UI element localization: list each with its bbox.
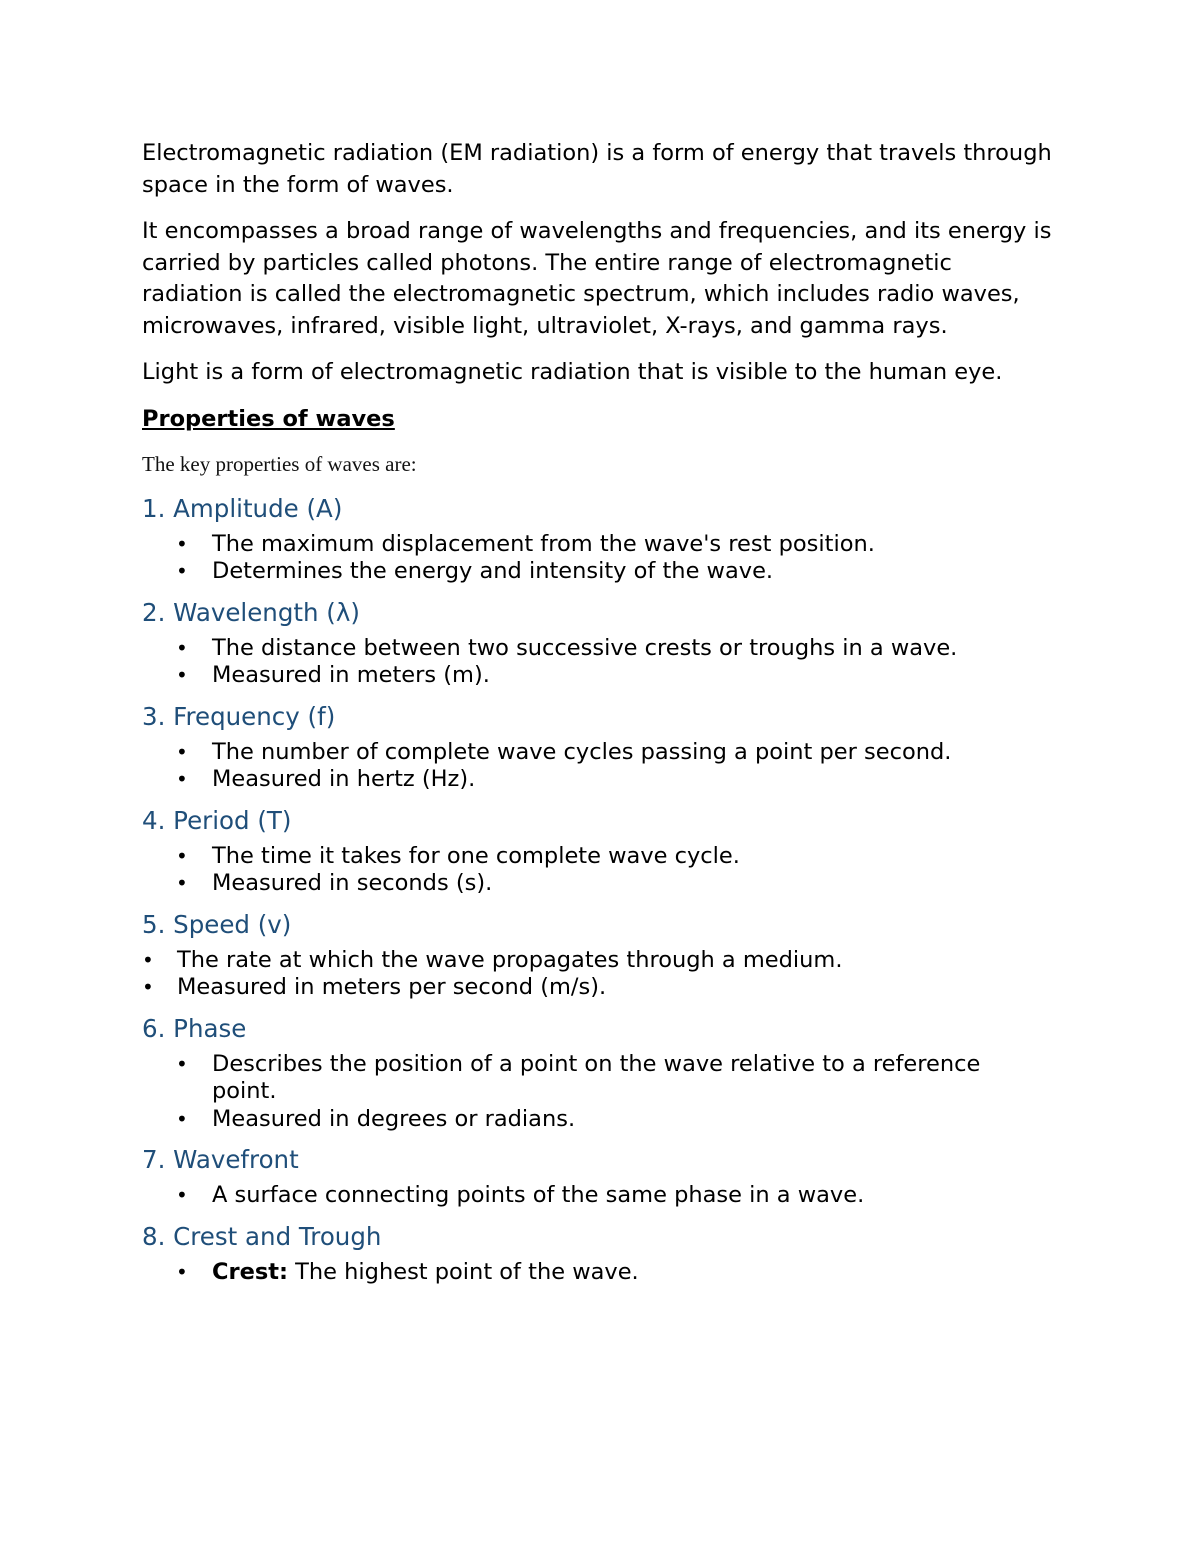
list-item bbox=[142, 843, 1052, 871]
period-list bbox=[142, 843, 1052, 898]
list-item bbox=[142, 974, 1052, 1002]
section-title-wavelength: 2. Wavelength (λ) bbox=[142, 597, 360, 627]
list-item-text: Determines the energy and intensity of the wave. bbox=[212, 558, 774, 584]
section-title-frequency: 3. Frequency (f) bbox=[142, 701, 336, 731]
list-item-text: The maximum displacement from the wave's rest position. bbox=[212, 530, 875, 557]
list-item-text: A surface connecting points of the same phase in a wave. bbox=[212, 1182, 865, 1208]
list-item bbox=[142, 739, 1052, 767]
list-item-text: Measured in meters (m). bbox=[212, 662, 490, 688]
bullet-icon: • bbox=[176, 843, 188, 868]
list-item-text: Measured in degrees or radians. bbox=[212, 1105, 576, 1132]
list-item-text: The time it takes for one complete wave cycle. bbox=[212, 842, 740, 869]
bullet-icon: • bbox=[176, 767, 188, 791]
section-title-speed: 5. Speed (v) bbox=[142, 909, 292, 939]
list-item-text: The number of complete wave cycles passing a point per second. bbox=[212, 738, 952, 765]
list-item-text: The distance between two successive crests or troughs in a wave. bbox=[212, 634, 958, 661]
list-item-text: Measured in seconds (s). bbox=[212, 870, 493, 896]
properties-heading: Properties of waves bbox=[142, 405, 395, 432]
section-title-wavefront: 7. Wavefront bbox=[142, 1145, 299, 1174]
bullet-icon: • bbox=[176, 1106, 188, 1131]
list-item bbox=[142, 766, 1052, 794]
document-body bbox=[142, 138, 1052, 1297]
list-item bbox=[142, 1106, 1052, 1134]
frequency-list bbox=[142, 739, 1052, 794]
list-item bbox=[142, 1182, 1052, 1210]
list-item bbox=[142, 1051, 1052, 1106]
bullet-icon: • bbox=[176, 1259, 188, 1284]
list-item-text: Measured in hertz (Hz). bbox=[212, 766, 476, 792]
section-title-crest-and-trough: 8. Crest and Trough bbox=[142, 1221, 382, 1251]
bullet-icon: • bbox=[176, 663, 188, 687]
bullet-icon: • bbox=[176, 871, 188, 895]
list-item-text: The highest point of the wave. bbox=[288, 1258, 639, 1285]
bullet-icon: • bbox=[176, 1183, 188, 1207]
list-item bbox=[142, 870, 1052, 898]
bullet-icon: • bbox=[176, 739, 188, 764]
intro-paragraph-3: Light is a form of electromagnetic radiation that is visible to the human eye. bbox=[142, 359, 1003, 385]
list-item bbox=[142, 635, 1052, 663]
wavelength-list bbox=[142, 635, 1052, 690]
list-item-term: Crest: bbox=[212, 1258, 289, 1285]
wavefront-list bbox=[142, 1182, 1052, 1210]
bullet-icon: • bbox=[176, 531, 188, 556]
bullet-icon: • bbox=[176, 559, 188, 583]
section-title-phase: 6. Phase bbox=[142, 1013, 247, 1043]
intro-paragraph-1: Electromagnetic radiation (EM radiation) is a form of energy that travels through space in the form of waves. bbox=[142, 140, 1052, 198]
list-item bbox=[142, 662, 1052, 690]
list-item bbox=[142, 947, 1052, 975]
list-item bbox=[142, 558, 1052, 586]
amplitude-list bbox=[142, 531, 1052, 586]
list-item-text: Measured in meters per second (m/s). bbox=[177, 974, 607, 1000]
section-title-period: 4. Period (T) bbox=[142, 805, 292, 835]
bullet-icon: • bbox=[142, 975, 154, 999]
crest-trough-list bbox=[142, 1259, 1052, 1287]
list-item-text: The rate at which the wave propagates through a medium. bbox=[177, 946, 843, 973]
speed-list bbox=[142, 947, 1052, 1002]
bullet-icon: • bbox=[176, 1051, 188, 1076]
section-title-amplitude: 1. Amplitude (A) bbox=[142, 493, 343, 523]
bullet-icon: • bbox=[176, 635, 188, 660]
phase-list bbox=[142, 1051, 1052, 1134]
list-item bbox=[142, 531, 1052, 559]
properties-lead: The key properties of waves are: bbox=[142, 452, 417, 476]
intro-paragraph-2: It encompasses a broad range of wavelengths and frequencies, and its energy is carried by particles called photons. The entire range of electromagnetic radiation is called the electromagnetic spectrum, which includes radio waves, microwaves, infrared, visible light, ultraviolet, X-rays, and gamma rays. bbox=[142, 218, 1052, 339]
list-item bbox=[142, 1259, 1052, 1287]
list-item-text: Describes the position of a point on the wave relative to a reference point. bbox=[212, 1050, 981, 1104]
bullet-icon: • bbox=[142, 947, 154, 972]
